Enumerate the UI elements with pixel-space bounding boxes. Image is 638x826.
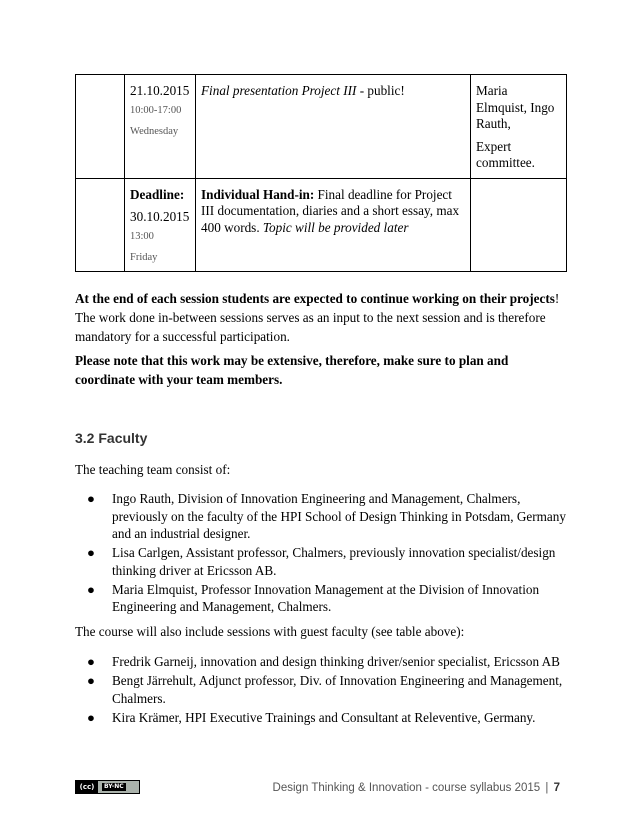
expectation-bold: At the end of each session students are expected to continue working on their projects bbox=[75, 291, 555, 306]
table-cell-empty bbox=[76, 75, 125, 179]
list-item: ● Ingo Rauth, Division of Innovation Engineering and Management, Chalmers, previously on the faculty of the HPI School of Design Thinking in Potsdam, Germany and an industrial designer. bbox=[87, 491, 566, 541]
list-item: ● Lisa Carlgen, Assistant professor, Chalmers, previously innovation specialist/design thinking driver at Ericsson AB. bbox=[87, 545, 556, 578]
teaching-team-list bbox=[75, 490, 575, 617]
workload-note-paragraph bbox=[75, 351, 565, 389]
session-expectation-paragraph bbox=[75, 289, 565, 346]
license-terms: BY-NC bbox=[104, 783, 124, 790]
bullet-icon: ● bbox=[87, 654, 95, 669]
session-title-suffix: - public! bbox=[356, 83, 405, 98]
session-day: Friday bbox=[130, 251, 158, 263]
session-time: 13:00 bbox=[130, 230, 154, 242]
cc-logo: (cc) bbox=[76, 781, 98, 793]
faculty-names: Maria Elmquist, Ingo Rauth, bbox=[476, 83, 555, 131]
page-number: 7 bbox=[553, 782, 560, 794]
guest-faculty-list bbox=[75, 653, 575, 728]
session-title-cell bbox=[196, 75, 471, 179]
guest-faculty-intro: The course will also include sessions with guest faculty (see table above): bbox=[75, 624, 465, 639]
page-footer bbox=[273, 782, 560, 794]
list-item: ● Kira Krämer, HPI Executive Trainings and Consultant at Releventive, Germany. bbox=[87, 709, 536, 725]
footer-title: Design Thinking & Innovation - course syllabus 2015 bbox=[272, 782, 541, 794]
teaching-team-intro: The teaching team consist of: bbox=[75, 462, 231, 477]
session-title-cell bbox=[196, 178, 471, 271]
faculty-cell bbox=[471, 75, 567, 179]
session-title: Final presentation Project III bbox=[201, 83, 357, 98]
session-day: Wednesday bbox=[130, 125, 179, 137]
footer-separator: | bbox=[545, 782, 549, 794]
handin-label: Individual Hand-in: bbox=[201, 186, 315, 202]
date-cell bbox=[125, 75, 196, 179]
bullet-icon: ● bbox=[87, 581, 95, 597]
bullet-icon: ● bbox=[87, 491, 95, 506]
table-row bbox=[76, 75, 567, 179]
faculty-committee: Expert committee. bbox=[476, 138, 535, 170]
bullet-icon: ● bbox=[87, 673, 95, 688]
list-item: ● Bengt Järrehult, Adjunct professor, Div. of Innovation Engineering and Management, Chalmers. bbox=[87, 673, 563, 706]
list-item: ● Fredrik Garneij, innovation and design thinking driver/senior specialist, Ericsson AB bbox=[87, 654, 560, 669]
handin-description: Final deadline for Project III documentation, diaries and a short essay, max 400 words. bbox=[201, 186, 460, 235]
date-cell bbox=[125, 178, 196, 271]
handin-topic-note: Topic will be provided later bbox=[262, 219, 409, 235]
cc-license-badge-icon bbox=[75, 780, 140, 794]
table-row bbox=[76, 178, 567, 271]
session-date: 21.10.2015 bbox=[130, 83, 190, 98]
session-time: 10:00-17:00 bbox=[130, 104, 182, 116]
table-cell-empty bbox=[76, 178, 125, 271]
bullet-icon: ● bbox=[87, 709, 95, 725]
bullet-icon: ● bbox=[87, 545, 95, 560]
session-date: 30.10.2015 bbox=[130, 209, 190, 224]
faculty-cell bbox=[471, 178, 567, 271]
expectation-rest: ! The work done in-between sessions serves as an input to the next session and is therefore mandatory for a successful participation. bbox=[75, 291, 560, 344]
workload-note: Please note that this work may be extensive, therefore, make sure to plan and coordinate with your team members. bbox=[75, 353, 509, 387]
schedule-table bbox=[75, 74, 567, 272]
section-heading-faculty: 3.2 Faculty bbox=[75, 430, 148, 446]
deadline-label: Deadline: bbox=[130, 186, 185, 202]
list-item: ● Maria Elmquist, Professor Innovation Management at the Division of Innovation Engineering and Management, Chalmers. bbox=[87, 581, 540, 614]
